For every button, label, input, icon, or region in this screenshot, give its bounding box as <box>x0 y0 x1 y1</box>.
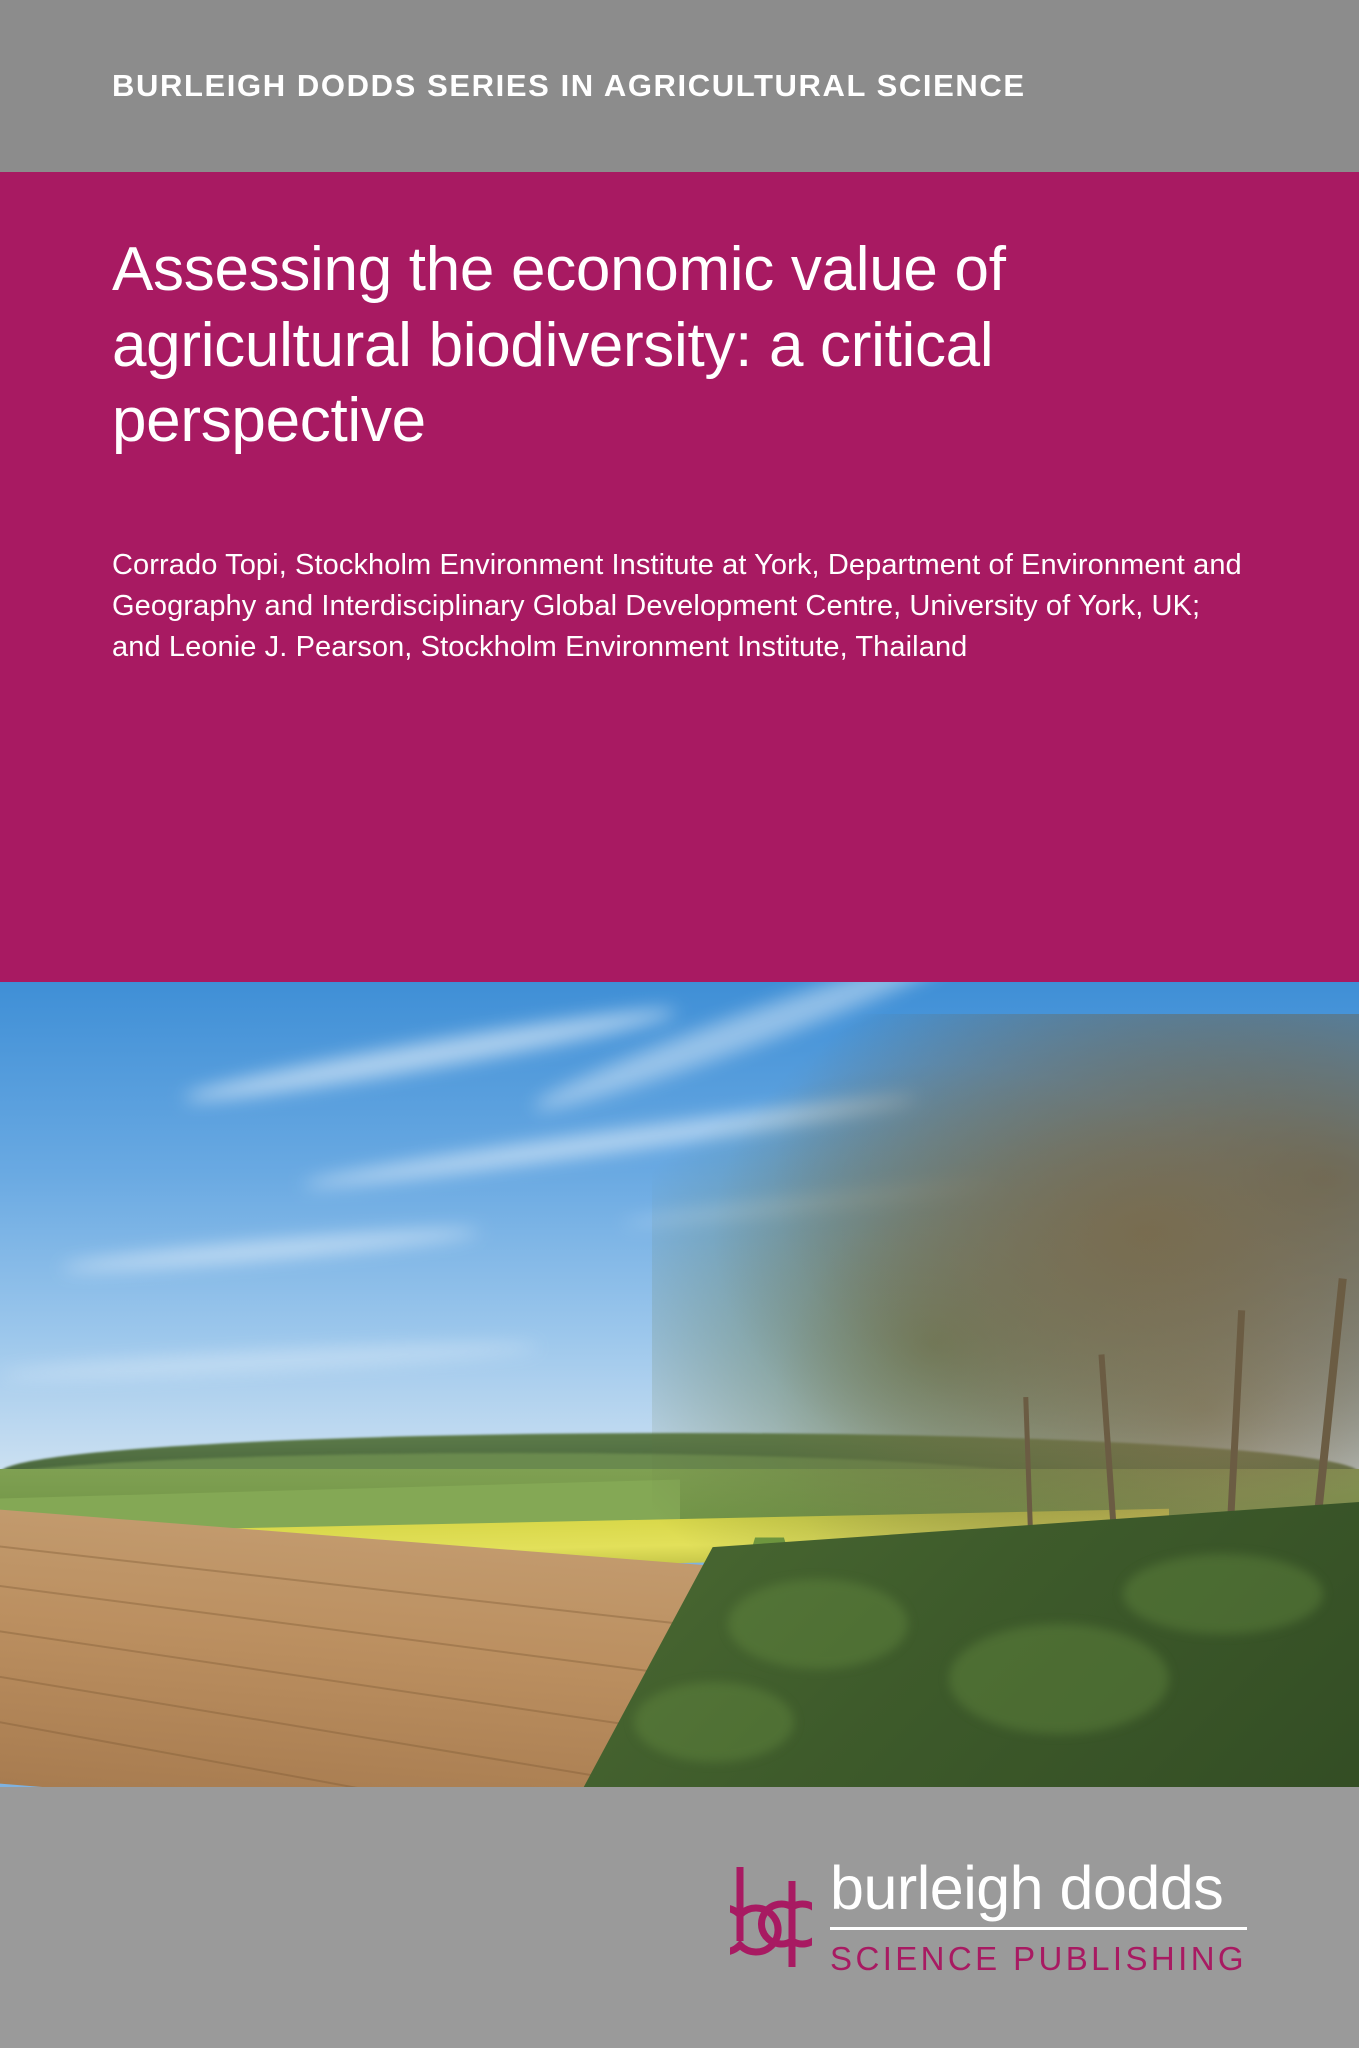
series-band <box>0 0 1359 172</box>
publisher-name: burleigh dodds <box>830 1858 1247 1930</box>
title-block <box>0 172 1359 982</box>
bare-trees <box>652 1014 1359 1561</box>
page-title: Assessing the economic value of agricultural biodiversity: a critical perspective <box>112 235 1006 456</box>
publisher-logo <box>730 1853 1247 1978</box>
publisher-band <box>0 1787 1359 2048</box>
series-title: BURLEIGH DODDS SERIES IN AGRICULTURAL SCIENCE <box>112 68 1026 103</box>
author-list: Corrado Topi, Stockholm Environment Institute at York, Department of Environment and Geography and Interdisciplinary Global Development Centre, University of York, UK; and Leonie J. Pearson, Stockholm Environment Institute, Thailand <box>112 548 1242 664</box>
publisher-wordmark <box>830 1853 1247 1978</box>
cover-photograph <box>0 982 1359 1787</box>
publisher-tagline: SCIENCE PUBLISHING <box>830 1939 1247 1977</box>
bd-monogram-icon <box>730 1863 812 1973</box>
